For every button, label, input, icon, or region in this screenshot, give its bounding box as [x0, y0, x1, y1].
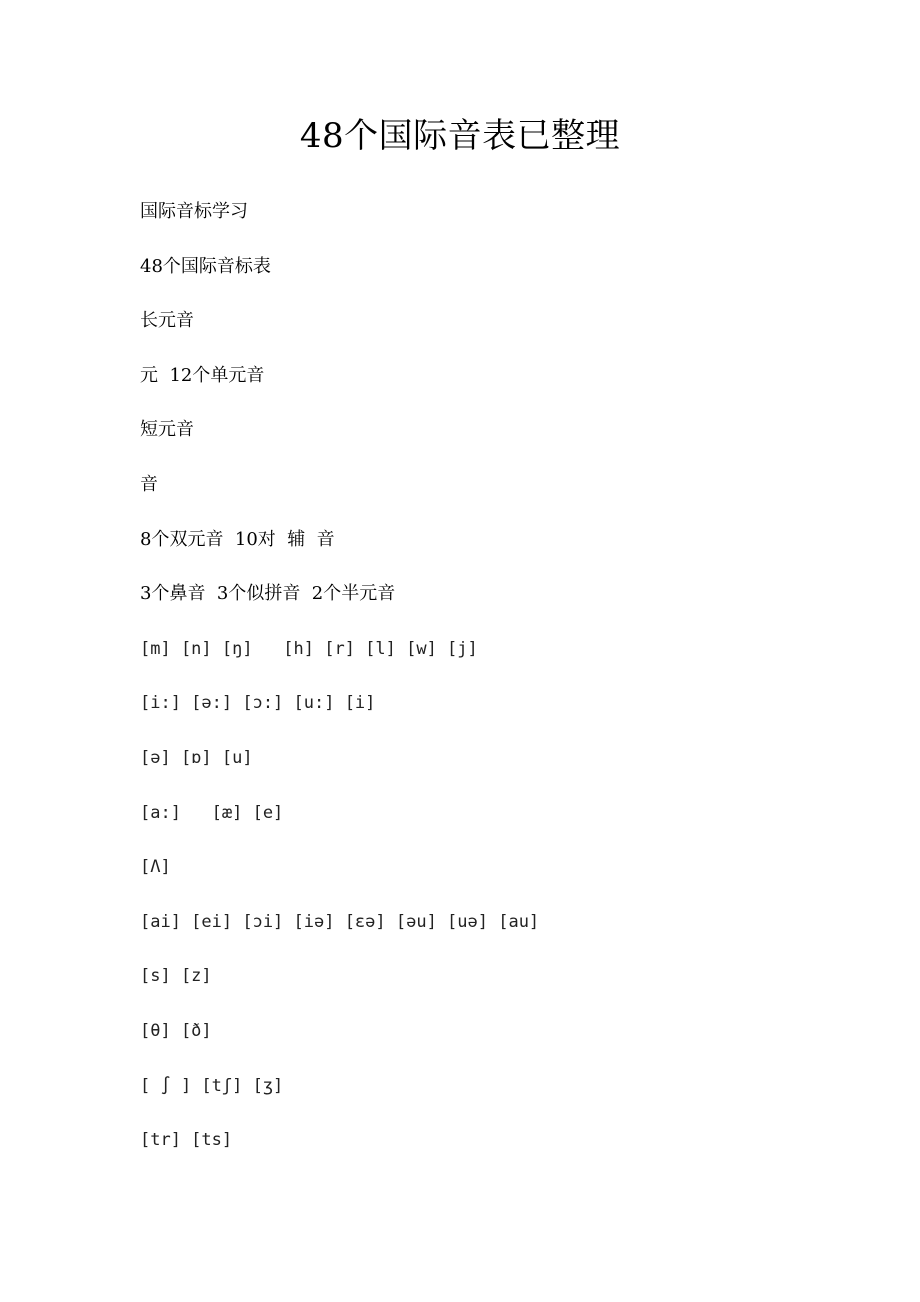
text-line: 国际音标学习 [140, 201, 248, 222]
phonetic-line: [a:] [æ] [e] [140, 802, 284, 823]
text-line: 8个双元音 10对 辅 音 [140, 528, 335, 550]
text-line: 长元音 [140, 310, 194, 332]
document-body [140, 198, 860, 1181]
phonetic-line: [ə] [ɒ] [u] [140, 747, 253, 768]
text-line: 音 [140, 473, 158, 495]
phonetic-line: [ai] [ei] [ɔi] [iə] [ɛə] [əu] [uə] [au] [140, 911, 540, 932]
text-line: 3个鼻音 3个似拼音 2个半元音 [140, 583, 396, 605]
text-line: 48个国际音标表 [140, 255, 271, 277]
phonetic-line: [ ∫ ] [tʃ] [ʒ] [140, 1075, 284, 1096]
phonetic-line: [i:] [ə:] [ɔ:] [u:] [i] [140, 693, 376, 714]
phonetic-line: [m] [n] [ŋ] [h] [r] [l] [w] [j] [140, 638, 478, 659]
phonetic-line: [θ] [ð] [140, 1020, 212, 1041]
text-line: 元 12个单元音 [140, 364, 265, 386]
document-title: 48个国际音表已整理 [299, 116, 621, 156]
text-line: 短元音 [140, 419, 194, 441]
phonetic-line: [Λ] [140, 857, 171, 878]
phonetic-line: [s] [z] [140, 966, 212, 987]
phonetic-line: [tr] [ts] [140, 1130, 233, 1151]
